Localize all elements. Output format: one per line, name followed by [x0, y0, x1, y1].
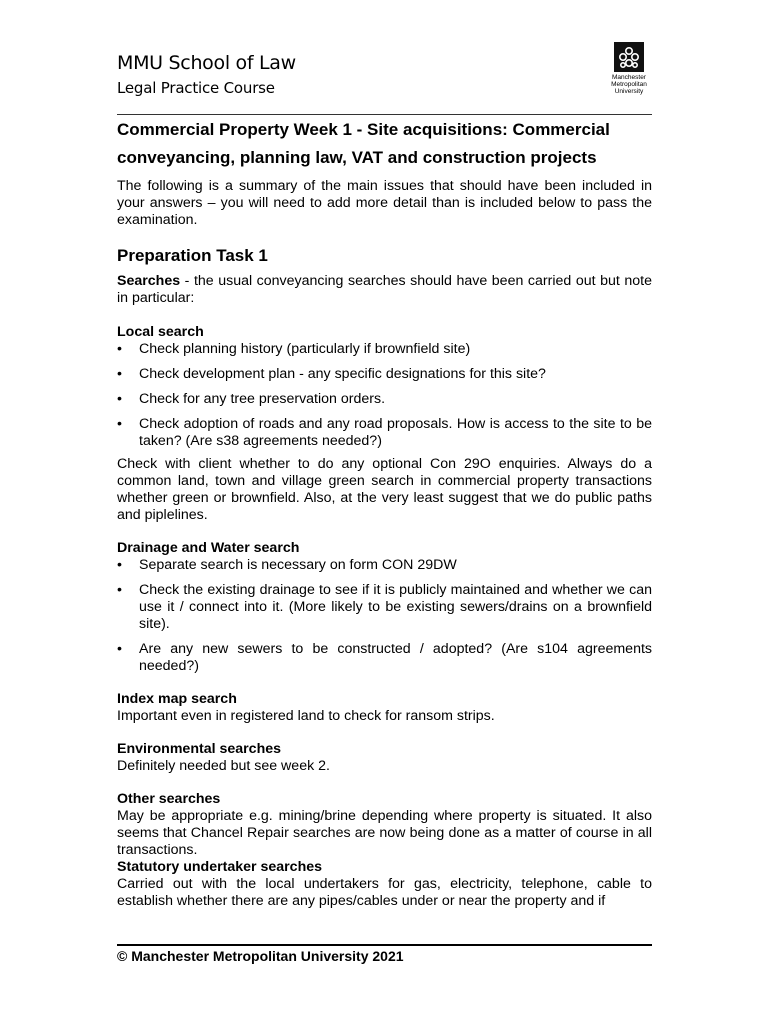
list-item: • Check adoption of roads and any road proposals. How is access to the site to be taken? (Are s38 agreements needed?) [117, 416, 652, 450]
drainage-list [117, 557, 652, 675]
intro-paragraph: The following is a summary of the main issues that should have been included in your answers – you will need to add more detail than is included below to pass the examination. [117, 178, 652, 228]
list-item: • Check for any tree preservation orders. [117, 391, 652, 408]
drainage-heading: Drainage and Water search [117, 540, 300, 556]
other-searches-text: May be appropriate e.g. mining/brine depending where property is situated. It also seems that Chancel Repair searches are now being done as a matter of course in all transactions. [117, 808, 652, 858]
list-item: • Check the existing drainage to see if it is publicly maintained and whether we can use it / connect into it. (More likely to be existing sewers/drains on a brownfield site). [117, 582, 652, 633]
index-map-heading: Index map search [117, 691, 237, 707]
university-logo [604, 42, 654, 95]
document-title: Commercial Property Week 1 - Site acquisitions: Commercial conveyancing, planning law, VAT and construction projects [117, 120, 610, 167]
logo-wordmark: Manchester Metropolitan University [611, 74, 647, 95]
statutory-text: Carried out with the local undertakers for gas, electricity, telephone, cable to establish whether there are any pipes/cables under or near the property and if [117, 876, 652, 909]
local-search-paragraph: Check with client whether to do any optional Con 29O enquiries. Always do a common land, town and village green search in commercial property transactions whether green or brownfield. Also, at the very least suggest that we do public paths and piplelines. [117, 456, 652, 523]
environmental-text: Definitely needed but see week 2. [117, 758, 330, 774]
searches-text: - the usual conveyancing searches should have been carried out but note in particular: [117, 273, 652, 306]
local-search-list [117, 341, 652, 450]
footer-divider [117, 944, 652, 946]
statutory-heading: Statutory undertaker searches [117, 859, 323, 875]
logo-emblem-icon [614, 42, 644, 72]
header-divider [117, 114, 652, 115]
list-item: • Check planning history (particularly if brownfield site) [117, 341, 652, 358]
environmental-heading: Environmental searches [117, 741, 282, 757]
other-searches-heading: Other searches [117, 791, 221, 807]
task-heading: Preparation Task 1 [117, 246, 268, 265]
list-item: • Separate search is necessary on form CON 29DW [117, 557, 652, 574]
copyright-footer: © Manchester Metropolitan University 2021 [117, 948, 404, 964]
school-name: MMU School of Law [117, 52, 296, 74]
local-search-heading: Local search [117, 324, 204, 340]
document-body [117, 116, 652, 910]
searches-label: Searches [117, 273, 181, 289]
searches-paragraph [117, 273, 652, 307]
list-item: • Are any new sewers to be constructed / adopted? (Are s104 agreements needed?) [117, 641, 652, 675]
index-map-text: Important even in registered land to check for ransom strips. [117, 708, 495, 724]
list-item: • Check development plan - any specific designations for this site? [117, 366, 652, 383]
course-name: Legal Practice Course [117, 79, 275, 97]
